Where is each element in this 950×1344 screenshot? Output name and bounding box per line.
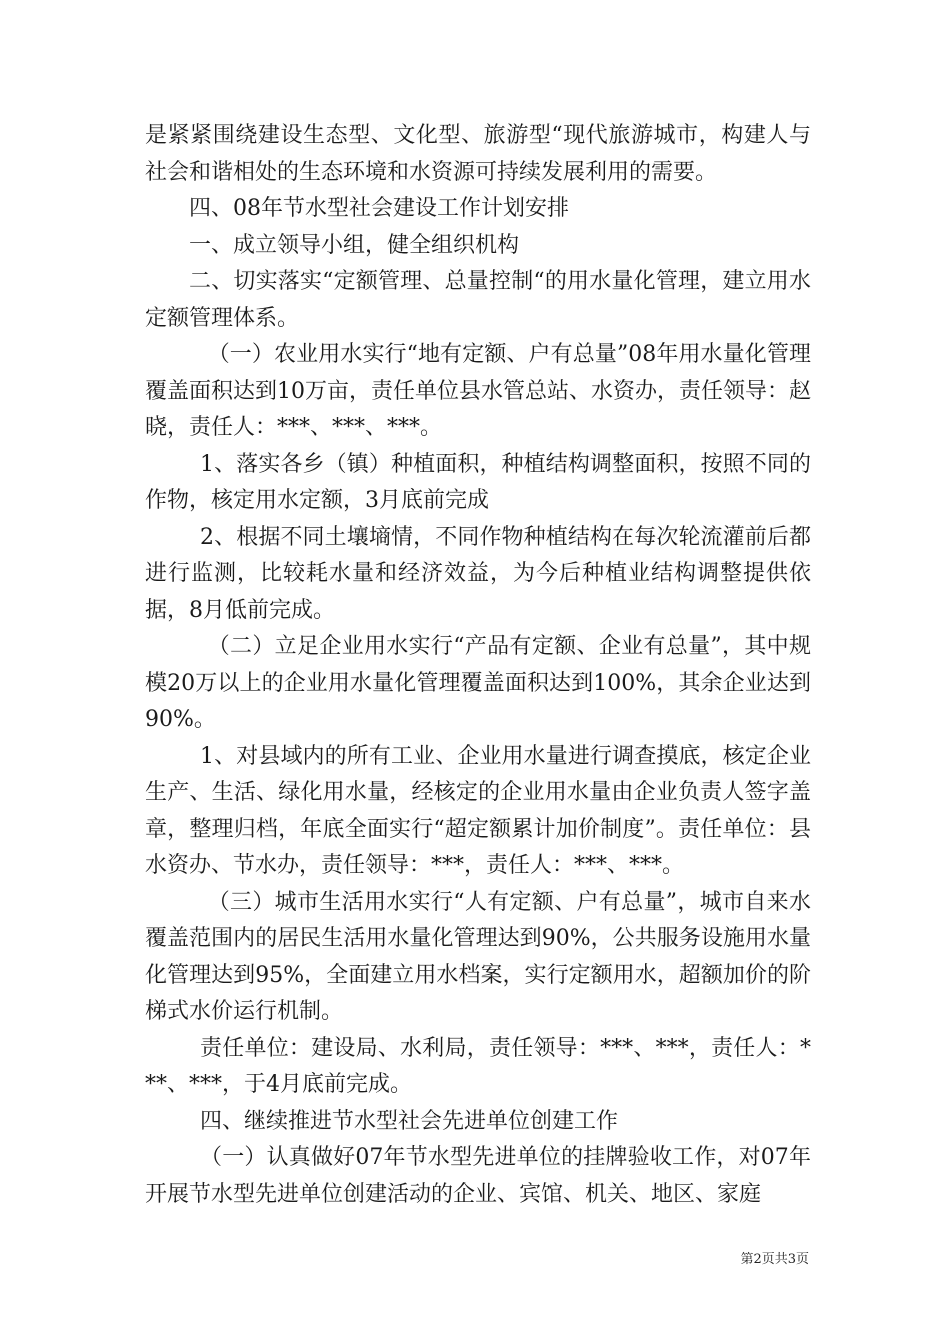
paragraph-agriculture: （一）农业用水实行“地有定额、户有总量”08年用水量化管理覆盖面积达到10万亩，责任单位县水管总站、水资办，责任领导：赵晓，责任人：***、***、***。 — [145, 342, 811, 440]
paragraph-acceptance: （一）认真做好07年节水型先进单位的挂牌验收工作，对07年开展节水型先进单位创建活动的企业、宾馆、机关、地区、家庭 — [145, 1145, 811, 1207]
paragraph-urban: （三）城市生活用水实行“人有定额、户有总量”，城市自来水覆盖范围内的居民生活用水量化管理达到90%，公共服务设施用水量化管理达到95%，全面建立用水档案，实行定额用水，超额加价的阶梯式水价运行机制。 — [145, 889, 811, 1024]
paragraph-agriculture-item-1: 1、落实各乡（镇）种植面积，种植结构调整面积，按照不同的作物，核定用水定额，3月底前完成 — [145, 451, 811, 513]
paragraph-continuation: 是紧紧围绕建设生态型、文化型、旅游型“现代旅游城市，构建人与社会和谐相处的生态环境和水资源可持续发展利用的需要。 — [145, 123, 811, 185]
document-body — [145, 118, 811, 1213]
paragraph-enterprise-item-1: 1、对县域内的所有工业、企业用水量进行调查摸底，核定企业生产、生活、绿化用水量，经核定的企业用水量由企业负责人签字盖章，整理归档，年底全面实行“超定额累计加价制度”。责任单位：县水资办、节水办，责任领导：***，责任人：***、***。 — [145, 743, 811, 878]
page-number: 第2页共3页 — [740, 1252, 809, 1267]
paragraph-agriculture-item-2: 2、根据不同土壤墒情，不同作物种植结构在每次轮流灌前后都进行监测，比较耗水量和经济效益，为今后种植业结构调整提供依据，8月低前完成。 — [145, 524, 811, 623]
heading-quota-management: 二、切实落实“定额管理、总量控制“的用水量化管理，建立用水定额管理体系。 — [145, 269, 811, 331]
heading-leadership: 一、成立领导小组，健全组织机构 — [189, 232, 520, 258]
paragraph-responsibility: 责任单位：建设局、水利局，责任领导：***、***，责任人：***、***，于4月底前完成。 — [145, 1035, 811, 1097]
heading-plan: 四、08年节水型社会建设工作计划安排 — [189, 196, 569, 221]
paragraph-enterprise: （二）立足企业用水实行“产品有定额、企业有总量”，其中规模20万以上的企业用水量化管理覆盖面积达到100%，其余企业达到90%。 — [145, 634, 811, 732]
heading-advanced-units: 四、继续推进节水型社会先进单位创建工作 — [200, 1108, 619, 1134]
